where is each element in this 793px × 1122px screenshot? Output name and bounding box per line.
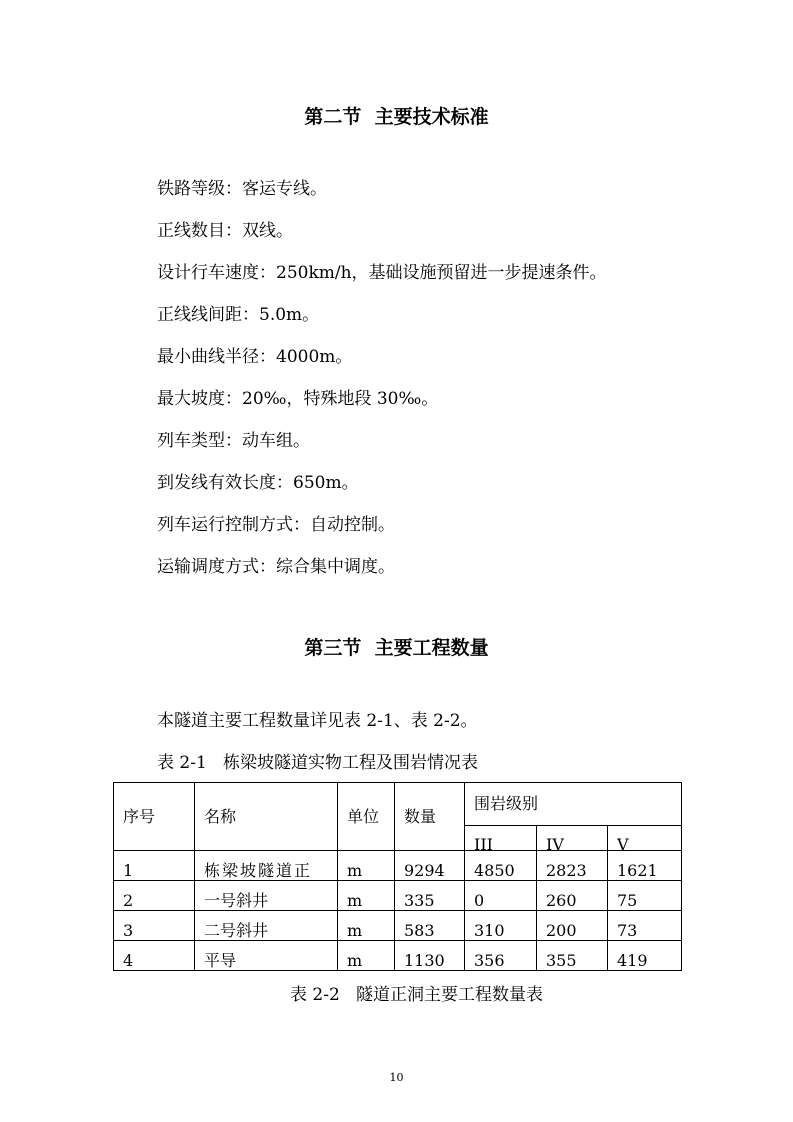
header-unit: 单位 [338,783,395,851]
table-header-row [114,783,682,826]
tunnel-works-table [113,782,682,971]
cell-grade-v: 1621 [608,851,682,881]
cell-grade-v: 73 [608,911,682,941]
table-row [114,851,682,881]
table-row [114,911,682,941]
grade-iii-label: III [474,836,493,850]
cell-quantity: 1130 [395,941,465,971]
cell-grade-iii: 310 [465,911,537,941]
standard-max-gradient: 最大坡度：20‰，特殊地段 30‰。 [157,389,439,409]
cell-grade-iv: 260 [537,881,608,911]
table2-caption: 表 2-2 隧道正洞主要工程数量表 [290,985,543,1005]
cell-grade-iii: 4850 [465,851,537,881]
header-name: 名称 [195,783,338,851]
cell-grade-v: 75 [608,881,682,911]
cell-grade-v: 419 [608,941,682,971]
cell-unit: m [338,941,395,971]
standard-line-spacing: 正线线间距：5.0m。 [157,305,320,325]
table-row [114,941,682,971]
header-index: 序号 [114,783,195,851]
table-row [114,881,682,911]
header-quantity: 数量 [395,783,465,851]
cell-grade-iii: 0 [465,881,537,911]
cell-grade-iv: 200 [537,911,608,941]
header-grade-iii [465,826,537,851]
standard-main-line-count: 正线数目：双线。 [157,221,293,241]
cell-index: 2 [114,881,195,911]
cell-grade-iv: 355 [537,941,608,971]
header-grade-v [608,826,682,851]
cell-index: 1 [114,851,195,881]
standard-railway-grade: 铁路等级：客运专线。 [157,179,327,199]
cell-quantity: 335 [395,881,465,911]
standard-train-type: 列车类型：动车组。 [157,431,310,451]
page-number: 10 [389,1071,404,1084]
standard-siding-length: 到发线有效长度：650m。 [157,473,359,493]
cell-quantity: 9294 [395,851,465,881]
cell-index: 4 [114,941,195,971]
cell-name: 一号斜井 [195,881,338,911]
cell-name: 栋梁坡隧道正 [195,851,338,881]
cell-name: 二号斜井 [195,911,338,941]
standard-min-curve-radius: 最小曲线半径：4000m。 [157,347,353,367]
section-heading-technical-standards: 第二节 主要技术标准 [304,106,489,128]
table1-caption: 表 2-1 栋梁坡隧道实物工程及围岩情况表 [157,753,478,773]
grade-v-label: V [617,836,629,850]
section-heading-main-quantities: 第三节 主要工程数量 [304,637,489,659]
standard-train-control: 列车运行控制方式：自动控制。 [157,515,395,535]
cell-index: 3 [114,911,195,941]
quantities-intro: 本隧道主要工程数量详见表 2-1、表 2-2。 [157,711,478,731]
cell-quantity: 583 [395,911,465,941]
cell-unit: m [338,881,395,911]
cell-name: 平导 [195,941,338,971]
cell-unit: m [338,911,395,941]
standard-dispatch-mode: 运输调度方式：综合集中调度。 [157,557,395,577]
standard-design-speed: 设计行车速度：250km/h，基础设施预留进一步提速条件。 [157,263,607,283]
header-rock-grade: 围岩级别 [465,783,682,826]
cell-grade-iv: 2823 [537,851,608,881]
cell-unit: m [338,851,395,881]
cell-grade-iii: 356 [465,941,537,971]
grade-iv-label: IV [546,836,564,850]
header-grade-iv [537,826,608,851]
